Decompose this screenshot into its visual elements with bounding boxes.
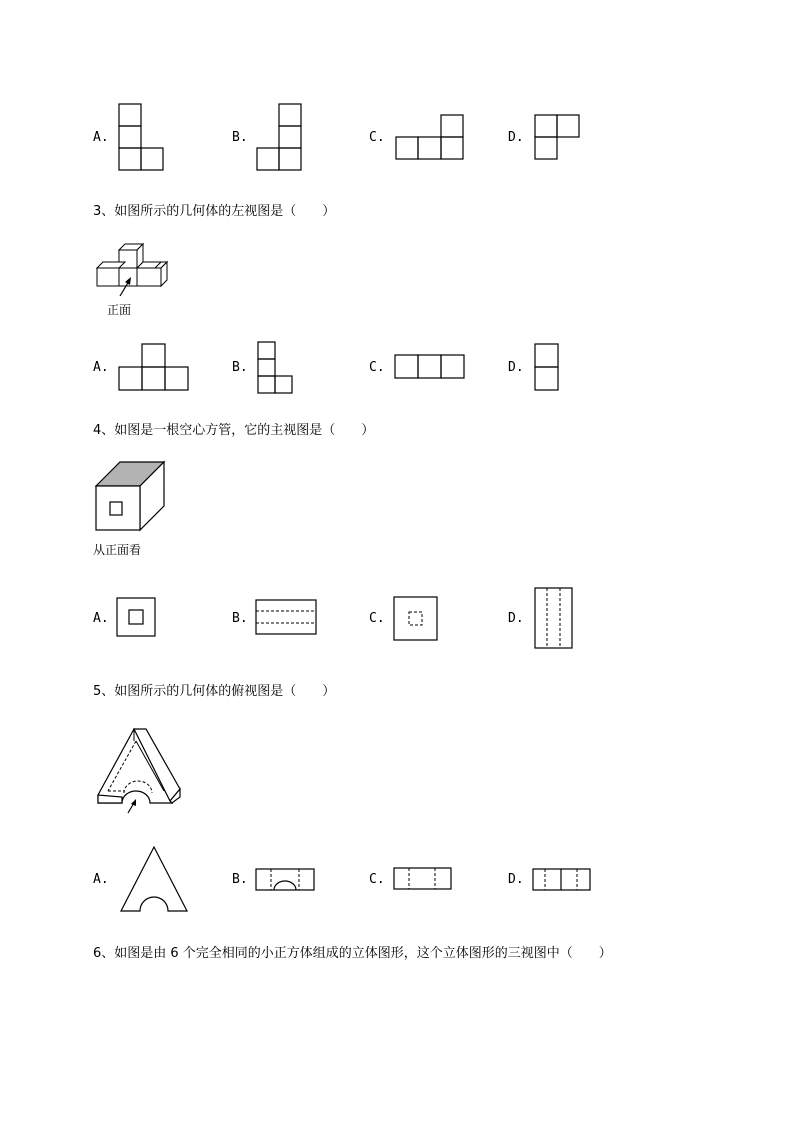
q3-option-a-figure[interactable]: [118, 343, 192, 393]
q5-option-d-figure[interactable]: [532, 868, 594, 894]
q5-option-d-label[interactable]: D.: [508, 872, 524, 887]
q3-solid-figure: [95, 240, 175, 296]
q4-tube-figure: [94, 460, 168, 532]
q4-option-d-label[interactable]: D.: [508, 611, 524, 626]
q4-option-c-label[interactable]: C.: [369, 611, 385, 626]
q5-option-b-label[interactable]: B.: [232, 872, 248, 887]
q4-option-a-label[interactable]: A.: [93, 611, 109, 626]
q4-option-b-label[interactable]: B.: [232, 611, 248, 626]
q3-option-d-figure[interactable]: [534, 343, 562, 393]
q4-option-a-figure[interactable]: [116, 597, 158, 639]
q4-option-b-figure[interactable]: [255, 599, 319, 639]
q2-option-d-figure[interactable]: [534, 114, 584, 162]
q2-option-c-label[interactable]: C.: [369, 130, 385, 145]
q5-option-c-label[interactable]: C.: [369, 872, 385, 887]
q3-figure-caption: 正面: [107, 303, 132, 317]
q4-stem: 4、如图是一根空心方管，它的主视图是（ ）: [93, 423, 375, 438]
q5-option-c-figure[interactable]: [393, 867, 455, 893]
q2-option-b-label[interactable]: B.: [232, 130, 248, 145]
q4-figure-caption: 从正面看: [93, 543, 142, 557]
q2-option-a-label[interactable]: A.: [93, 130, 109, 145]
q3-option-a-label[interactable]: A.: [93, 360, 109, 375]
q5-option-a-figure[interactable]: [118, 845, 190, 915]
q5-option-a-label[interactable]: A.: [93, 872, 109, 887]
q4-option-d-figure[interactable]: [534, 587, 576, 651]
q3-option-b-figure[interactable]: [257, 341, 295, 395]
q3-option-b-label[interactable]: B.: [232, 360, 248, 375]
q5-arch-figure: [94, 725, 186, 817]
q3-option-c-label[interactable]: C.: [369, 360, 385, 375]
q2-option-c-figure[interactable]: [395, 114, 467, 162]
q6-stem: 6、如图是由 6 个完全相同的小正方体组成的立体图形，这个立体图形的三视图中（ ）: [93, 946, 612, 961]
q3-option-d-label[interactable]: D.: [508, 360, 524, 375]
q5-option-b-figure[interactable]: [255, 868, 317, 894]
q4-option-c-figure[interactable]: [393, 596, 441, 642]
q2-option-b-figure[interactable]: [256, 103, 304, 173]
q2-option-d-label[interactable]: D.: [508, 130, 524, 145]
q3-option-c-figure[interactable]: [394, 354, 468, 382]
q3-stem: 3、如图所示的几何体的左视图是（ ）: [93, 204, 336, 219]
q2-option-a-figure[interactable]: [118, 103, 166, 173]
q5-stem: 5、如图所示的几何体的俯视图是（ ）: [93, 684, 336, 699]
